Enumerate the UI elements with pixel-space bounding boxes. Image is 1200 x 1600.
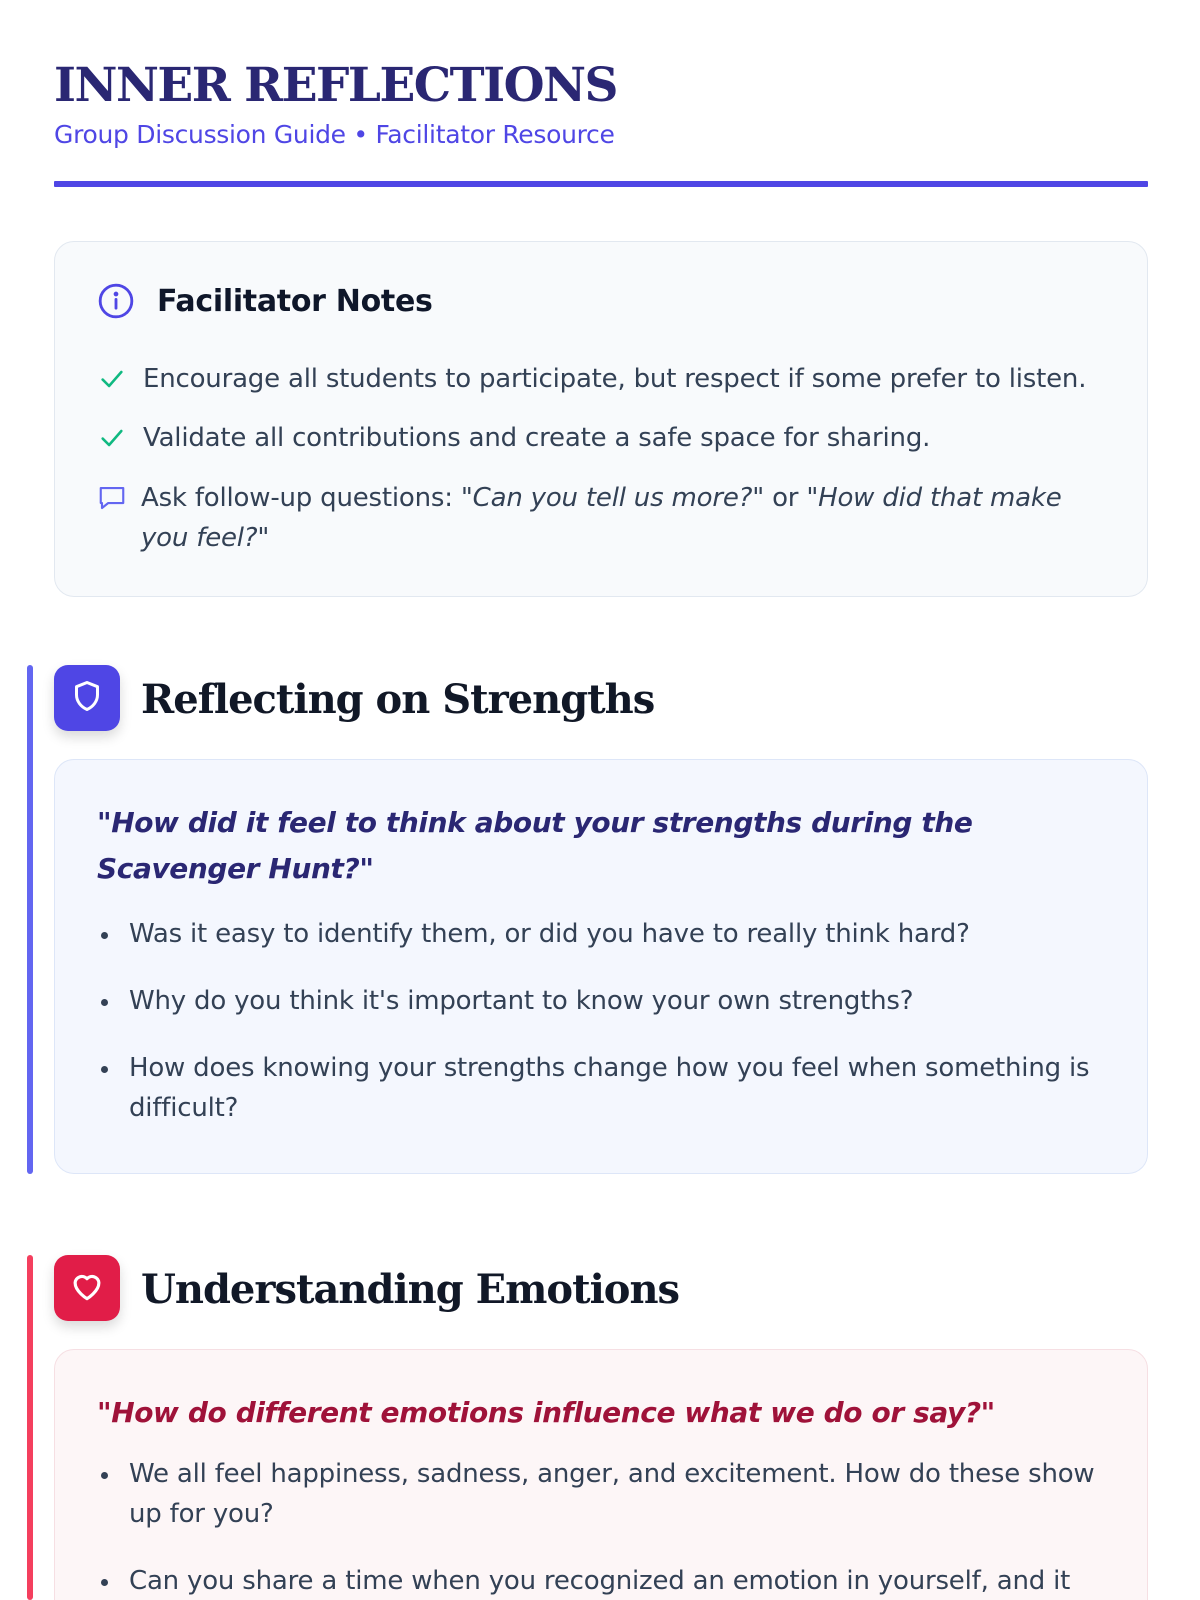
note-prefix: Ask follow-up questions: [141,483,453,513]
discussion-card [54,1349,1148,1600]
page-header [54,58,1148,150]
chat-bubble-icon [97,478,127,518]
header-divider [54,181,1148,187]
list-item: Can you share a time when you recognized an emotion in yourself, and it [97,1561,1105,1600]
list-item: How does knowing your strengths change how you feel when something is difficult? [97,1048,1105,1128]
note-text [141,478,1107,558]
note-quote: "Can you tell us more?" [460,483,764,513]
prompt-list [97,914,1105,1128]
note-text: Encourage all students to participate, but respect if some prefer to listen. [143,364,1087,394]
list-item: We all feel happiness, sadness, anger, and excitement. How do these show up for you? [97,1454,1105,1534]
note-item [97,478,1107,558]
heart-icon [68,1267,106,1309]
note-item [97,418,930,458]
facilitator-notes-header [97,282,433,320]
section-icon-badge [54,1255,120,1321]
discussion-question: "How do different emotions influence what we do or say?" [97,1396,995,1429]
list-item: Was it easy to identify them, or did you have to really think hard? [97,914,1105,954]
note-quote: "How did that make you feel?" [141,483,1062,553]
facilitator-notes-card [54,241,1148,597]
discussion-question: "How did it feel to think about your strengths during the Scavenger Hunt?" [97,806,973,885]
note-joiner: or [772,483,799,513]
prompt-list [97,1454,1105,1600]
section-accent-bar [27,665,33,1174]
section-accent-bar [27,1255,33,1600]
check-icon [97,418,127,458]
facilitator-notes-title: Facilitator Notes [157,283,433,319]
page-title: INNER REFLECTIONS [54,58,617,113]
check-icon [97,359,127,399]
shield-icon [69,678,105,718]
note-item [97,359,1086,399]
discussion-card [54,759,1148,1174]
section-title: Reflecting on Strengths [141,676,655,723]
section-title: Understanding Emotions [141,1266,680,1313]
list-item: Why do you think it's important to know your own strengths? [97,981,1105,1021]
section-icon-badge [54,665,120,731]
note-text: Validate all contributions and create a safe space for sharing. [143,423,931,453]
info-circle-icon [97,282,135,320]
page-subtitle: Group Discussion Guide • Facilitator Resource [54,120,615,149]
